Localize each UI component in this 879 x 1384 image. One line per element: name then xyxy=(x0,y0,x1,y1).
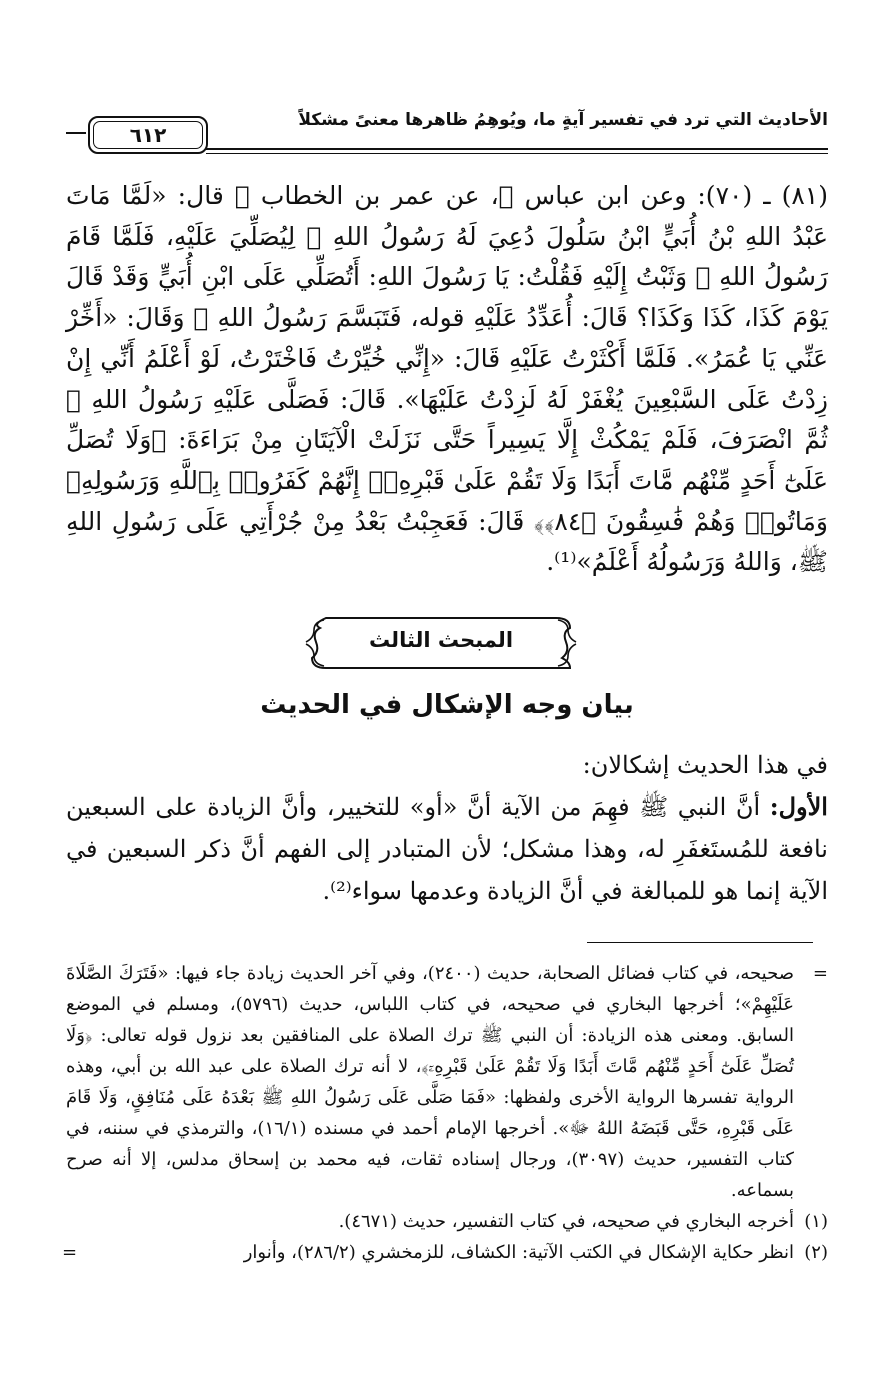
continuation-text: صحيحه، في كتاب فضائل الصحابة، حديث (٢٤٠٠)، وفي آخر الحديث زيادة جاء فيها: «فَتَرَكَ الصَّلَاةَ عَلَيْهِمْ»؛ أخرجها البخاري في صحيحه، في كتاب اللباس، حديث (٥٧٩٦)، ومسلم في الموضع السابق. ومعنى هذه الزيادة: أن النبي ﷺ ترك الصلاة على المنافقين بعد نزول قوله تعالى: ﴿وَلَا تُصَلِّ عَلَىٰٓ أَحَدٍ مِّنْهُم مَّاتَ أَبَدًا وَلَا تَقُمْ عَلَىٰ قَبْرِهِۦٓ﴾، لا أنه ترك الصلاة على عبد الله بن أبي، وهذه الرواية تفسرها الرواية الأخرى ولفظها: «فَمَا صَلَّى عَلَى رَسُولُ اللهِ ﷺ بَعْدَهُ عَلَى مُنَافِقٍ، وَلَا قَامَ عَلَى قَبْرِهِ، حَتَّى قَبَضَهُ اللهُ ﷻ». أخرجها الإمام أحمد في مسنده (١٦/١)، والترمذي في سننه، في كتاب التفسير، حديث (٣٠٩٧)، ورجال إسناده ثقات، فيه محمد بن إسحاق مدلس، إلا أنه صرح بسماعه. xyxy=(66,963,795,1201)
header-rule-thick xyxy=(206,148,828,150)
footnote-continuation xyxy=(66,958,828,1206)
footnote-2-continues-marker: = xyxy=(62,1242,78,1263)
page-number: ٦١٢ xyxy=(129,123,167,147)
section-heading: بيان وجه الإشكال في الحديث xyxy=(260,690,634,720)
hadith-text xyxy=(66,176,828,583)
page-number-frame xyxy=(88,116,208,154)
footnote-1 xyxy=(66,1206,828,1237)
running-title: الأحاديث التي ترد في تفسير آيةٍ ما، ويُوهِمُ ظاهرها معنىً مشكلاً xyxy=(298,110,828,130)
footnote-1-text: أخرجه البخاري في صحيحه، في كتاب التفسير، حديث (٤٦٧١). xyxy=(338,1211,794,1232)
footnote-1-number: (١) xyxy=(804,1211,828,1232)
analysis-text xyxy=(66,744,828,912)
footnote-2-number: (٢) xyxy=(804,1242,828,1263)
first-issue-text: أنَّ النبي ﷺ فهِمَ من الآية أنَّ «أو» للتخيير، وأنَّ الزيادة على السبعين نافعة للمُستَغفَرِ له، وهذا مشكل؛ لأن المتبادر إلى الفهم أنَّ ذكر السبعين في الآية إنما هو للمبالغة في أنَّ الزيادة وعدمها سواء⁽²⁾. xyxy=(66,793,828,905)
footnote-separator xyxy=(587,942,813,943)
hadith-intro: (٨١) ـ (٧٠): وعن ابن عباس ﷺ، عن عمر بن الخطاب ﷺ قال: xyxy=(177,181,828,210)
header-rule-thin xyxy=(206,153,828,154)
footnote-2-text: انظر حكاية الإشكال في الكتب الآتية: الكشاف، للزمخشري (٢٨٦/٢)، وأنوار xyxy=(243,1242,794,1263)
quran-verse: ﴿وَلَا تُصَلِّ عَلَىٰٓ أَحَدٍ مِّنْهُم مَّاتَ أَبَدًا وَلَا تَقُمْ عَلَىٰ قَبْرِهِۦٓ إِنَّهُمْ كَفَرُوا۟ بِٱللَّهِ وَرَسُولِهِۦ وَمَاتُوا۟ وَهُمْ فَٰسِقُونَ ﴿٨٤﴾﴾ xyxy=(66,425,829,536)
hadith-body: «لَمَّا مَاتَ عَبْدُ اللهِ بْنُ أُبَيٍّ ابْنُ سَلُولَ دُعِيَ لَهُ رَسُولُ اللهِ ﷺ لِيُصَلِّيَ عَلَيْهِ، فَلَمَّا قَامَ رَسُولُ اللهِ ﷺ وَثَبْتُ إِلَيْهِ فَقُلْتُ: يَا رَسُولَ اللهِ: أَتُصَلِّي عَلَى ابْنِ أُبَيٍّ وَقَدْ قَالَ يَوْمَ كَذَا، كَذَا وَكَذَا؟ قَالَ: أُعَدِّدُ عَلَيْهِ قوله، فَتَبَسَّمَ رَسُولُ اللهِ ﷺ وَقَالَ: «أَخِّرْ عَنِّي يَا عُمَرُ». فَلَمَّا أَكْثَرْتُ عَلَيْهِ قَالَ: «إِنِّي خُيِّرْتُ فَاخْتَرْتُ، لَوْ أَعْلَمُ أَنِّي إِنْ زِدْتُ عَلَى السَّبْعِينَ يُغْفَرْ لَهُ لَزِدْتُ عَلَيْهَا». قَالَ: فَصَلَّى عَلَيْهِ رَسُولُ اللهِ ﷺ ثُمَّ انْصَرَفَ، فَلَمْ يَمْكُثْ إِلَّا يَسِيراً حَتَّى نَزَلَتْ الْآيَتَانِ مِنْ بَرَاءَةَ: xyxy=(66,181,828,455)
page-header xyxy=(66,98,828,164)
first-issue-label: الأول: xyxy=(769,792,828,821)
analysis-intro: في هذا الحديث إشكالان: xyxy=(582,751,828,779)
section-banner xyxy=(300,612,582,674)
banner-title: المبحث الثالث xyxy=(368,628,514,652)
footnotes xyxy=(62,958,828,1268)
continuation-marker: = xyxy=(812,963,828,984)
hadith-closing: قَالَ: فَعَجِبْتُ بَعْدُ مِنْ جُرْأَتِي عَلَى رَسُولِ اللهِ ﷺ، وَاللهُ وَرَسُولُهُ أَعْلَمُ»⁽¹⁾. xyxy=(66,506,828,577)
header-dash xyxy=(66,132,86,134)
footnote-2 xyxy=(62,1237,828,1268)
